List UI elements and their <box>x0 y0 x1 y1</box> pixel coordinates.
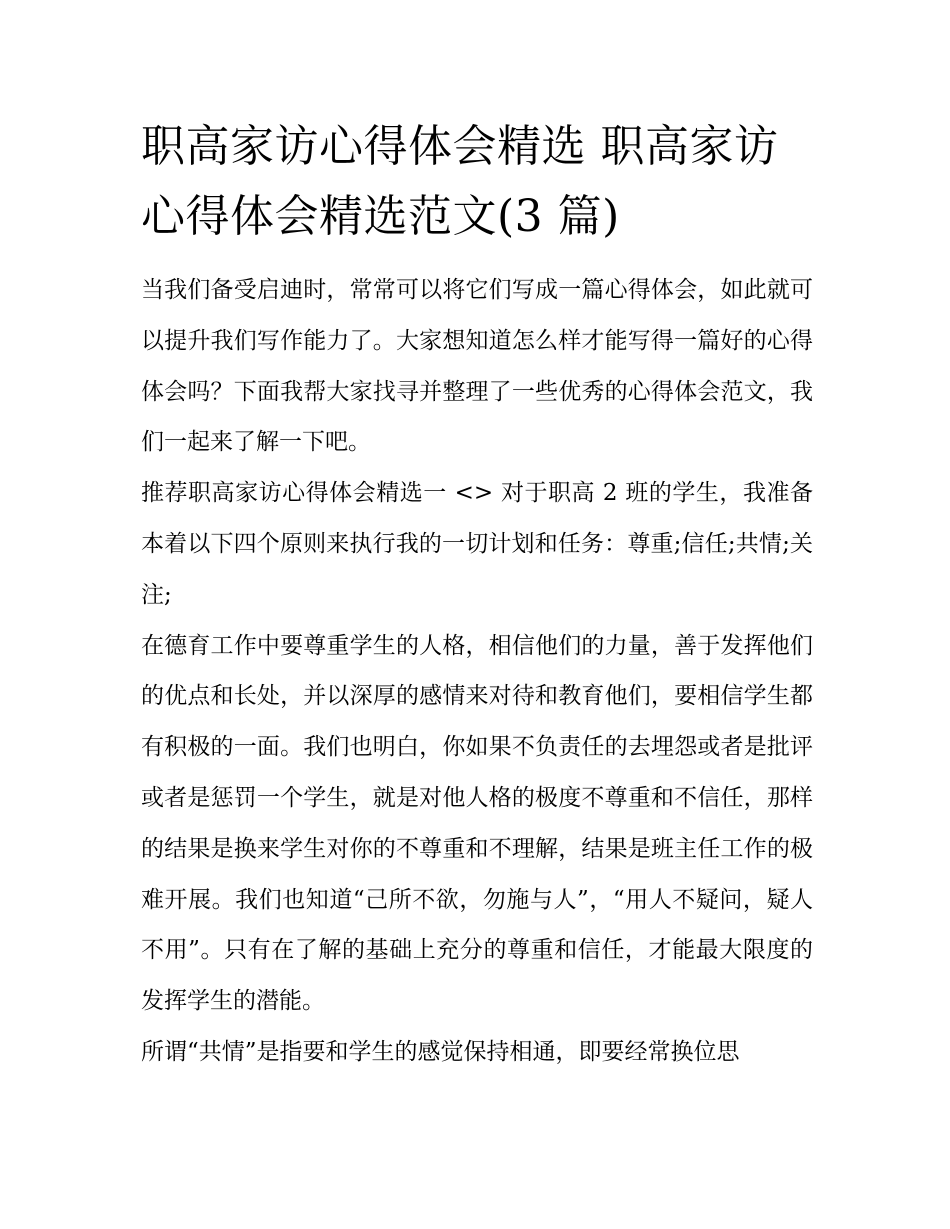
paragraph-principles: 推荐职高家访心得体会精选一 <> 对于职高 2 班的学生，我准备本着以下四个原则来执行我的一切计划和任务：尊重;信任;共情;关注; <box>141 480 813 608</box>
document-title: 职高家访心得体会精选 职高家访心得体会精选范文(3 篇) <box>141 121 779 242</box>
document-body <box>141 112 813 1078</box>
paragraph-intro: 当我们备受启迪时，常常可以将它们写成一篇心得体会，如此就可以提升我们写作能力了。大家想知道怎么样才能写得一篇好的心得体会吗？下面我帮大家找寻并整理了一些优秀的心得体会范文，我们一起来了解一下吧。 <box>141 277 813 456</box>
paragraph-empathy: 所谓“共情”是指要和学生的感觉保持相通，即要经常换位思 <box>141 1038 740 1065</box>
paragraph-respect-trust: 在德育工作中要尊重学生的人格，相信他们的力量，善于发挥他们的优点和长处，并以深厚的感情来对待和教育他们，要相信学生都有积极的一面。我们也明白，你如果不负责任的去埋怨或者是批评或者是惩罚一个学生，就是对他人格的极度不尊重和不信任，那样的结果是换来学生对你的不尊重和不理解，结果是班主任工作的极难开展。我们也知道“己所不欲，勿施与人”，“用人不疑问，疑人不用”。只有在了解的基础上充分的尊重和信任，才能最大限度的发挥学生的潜能。 <box>141 632 813 1015</box>
